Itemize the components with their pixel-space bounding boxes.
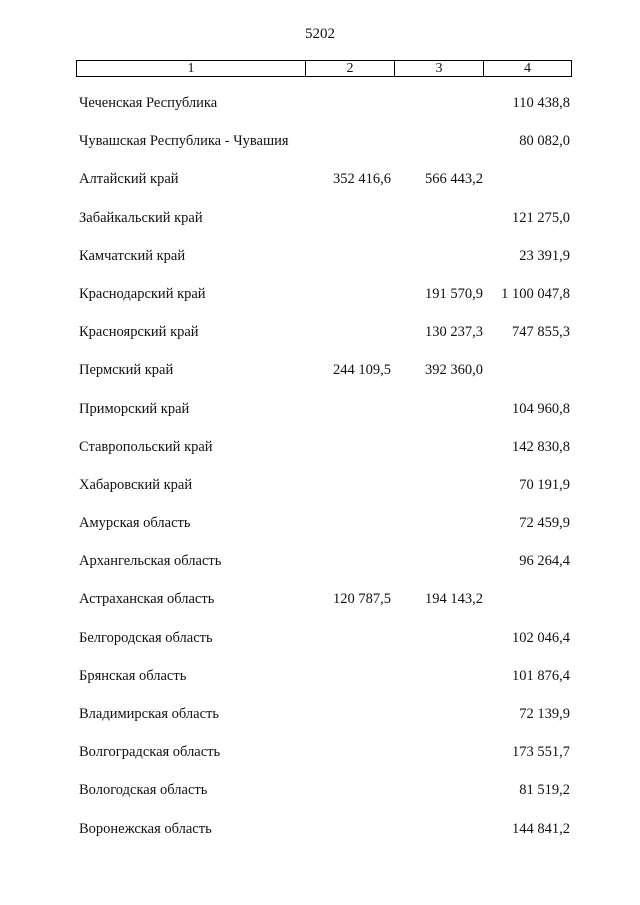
- region-name: Владимирская область: [79, 706, 219, 722]
- table-row: [0, 207, 640, 245]
- column-header-3: 3: [395, 61, 484, 76]
- value-column-4: 144 841,2: [512, 820, 570, 837]
- table-row: [0, 398, 640, 436]
- table-body: [0, 92, 640, 856]
- table-row: [0, 779, 640, 817]
- table-row: [0, 436, 640, 474]
- region-name: Амурская область: [79, 515, 191, 532]
- table-row: [0, 588, 640, 626]
- table-row: [0, 741, 640, 779]
- value-column-3: 130 237,3: [425, 324, 483, 341]
- region-name: Вологодская область: [79, 782, 208, 799]
- table-row: [0, 474, 640, 512]
- table-header: [76, 60, 572, 77]
- region-name: Астраханская область: [79, 591, 215, 608]
- table-row: [0, 665, 640, 703]
- table-row: [0, 550, 640, 588]
- value-column-4: 72 139,9: [519, 706, 570, 722]
- value-column-4: 72 459,9: [519, 515, 570, 532]
- table-row: [0, 818, 640, 856]
- table-row: [0, 321, 640, 359]
- region-name: Хабаровский край: [79, 476, 193, 493]
- value-column-4: 101 876,4: [512, 667, 570, 684]
- region-name: Краснодарский край: [79, 285, 206, 302]
- value-column-4: 104 960,8: [512, 400, 570, 417]
- value-column-4: 142 830,8: [512, 438, 570, 455]
- value-column-3: 392 360,0: [425, 362, 483, 379]
- region-name: Пермский край: [79, 362, 174, 379]
- region-name: Красноярский край: [79, 324, 199, 341]
- region-name: Чеченская Республика: [79, 95, 218, 111]
- column-header-4: 4: [524, 61, 531, 76]
- region-name: Брянская область: [79, 667, 187, 684]
- table-row: [0, 245, 640, 283]
- value-column-4: 747 855,3: [512, 324, 570, 341]
- value-column-4: 110 438,8: [512, 95, 570, 111]
- region-name: Воронежская область: [79, 820, 212, 837]
- table-row: [0, 359, 640, 397]
- region-name: Алтайский край: [79, 171, 179, 188]
- region-name: Волгоградская область: [79, 744, 221, 761]
- table-row: [0, 512, 640, 550]
- value-column-2: 352 416,6: [333, 171, 391, 188]
- column-header-2: 2: [306, 61, 395, 76]
- value-column-4: 121 275,0: [512, 209, 570, 226]
- value-column-4: 173 551,7: [512, 744, 570, 761]
- region-name: Архангельская область: [79, 553, 222, 570]
- value-column-3: 191 570,9: [425, 285, 483, 302]
- table-row: [0, 92, 640, 130]
- table-row: [0, 168, 640, 206]
- value-column-4: 81 519,2: [519, 782, 570, 799]
- value-column-3: 566 443,2: [425, 171, 483, 188]
- table-row: [0, 703, 640, 741]
- value-column-2: 120 787,5: [333, 591, 391, 608]
- table-row: [0, 627, 640, 665]
- value-column-4: 23 391,9: [519, 247, 570, 264]
- table-row: [0, 130, 640, 168]
- region-name: Камчатский край: [79, 247, 186, 264]
- value-column-4: 70 191,9: [519, 476, 570, 493]
- region-name: Забайкальский край: [79, 209, 203, 226]
- region-name: Приморский край: [79, 400, 190, 417]
- value-column-4: 1 100 047,8: [501, 285, 570, 302]
- region-name: Ставропольский край: [79, 438, 213, 455]
- column-header-1: 1: [77, 61, 306, 76]
- value-column-4: 96 264,4: [519, 553, 570, 570]
- region-name: Белгородская область: [79, 629, 213, 646]
- table-row: [0, 283, 640, 321]
- value-column-3: 194 143,2: [425, 591, 483, 608]
- page-number: 5202: [305, 26, 335, 42]
- value-column-4: 102 046,4: [512, 629, 570, 646]
- value-column-4: 80 082,0: [519, 133, 570, 150]
- value-column-2: 244 109,5: [333, 362, 391, 379]
- region-name: Чувашская Республика - Чувашия: [79, 133, 289, 150]
